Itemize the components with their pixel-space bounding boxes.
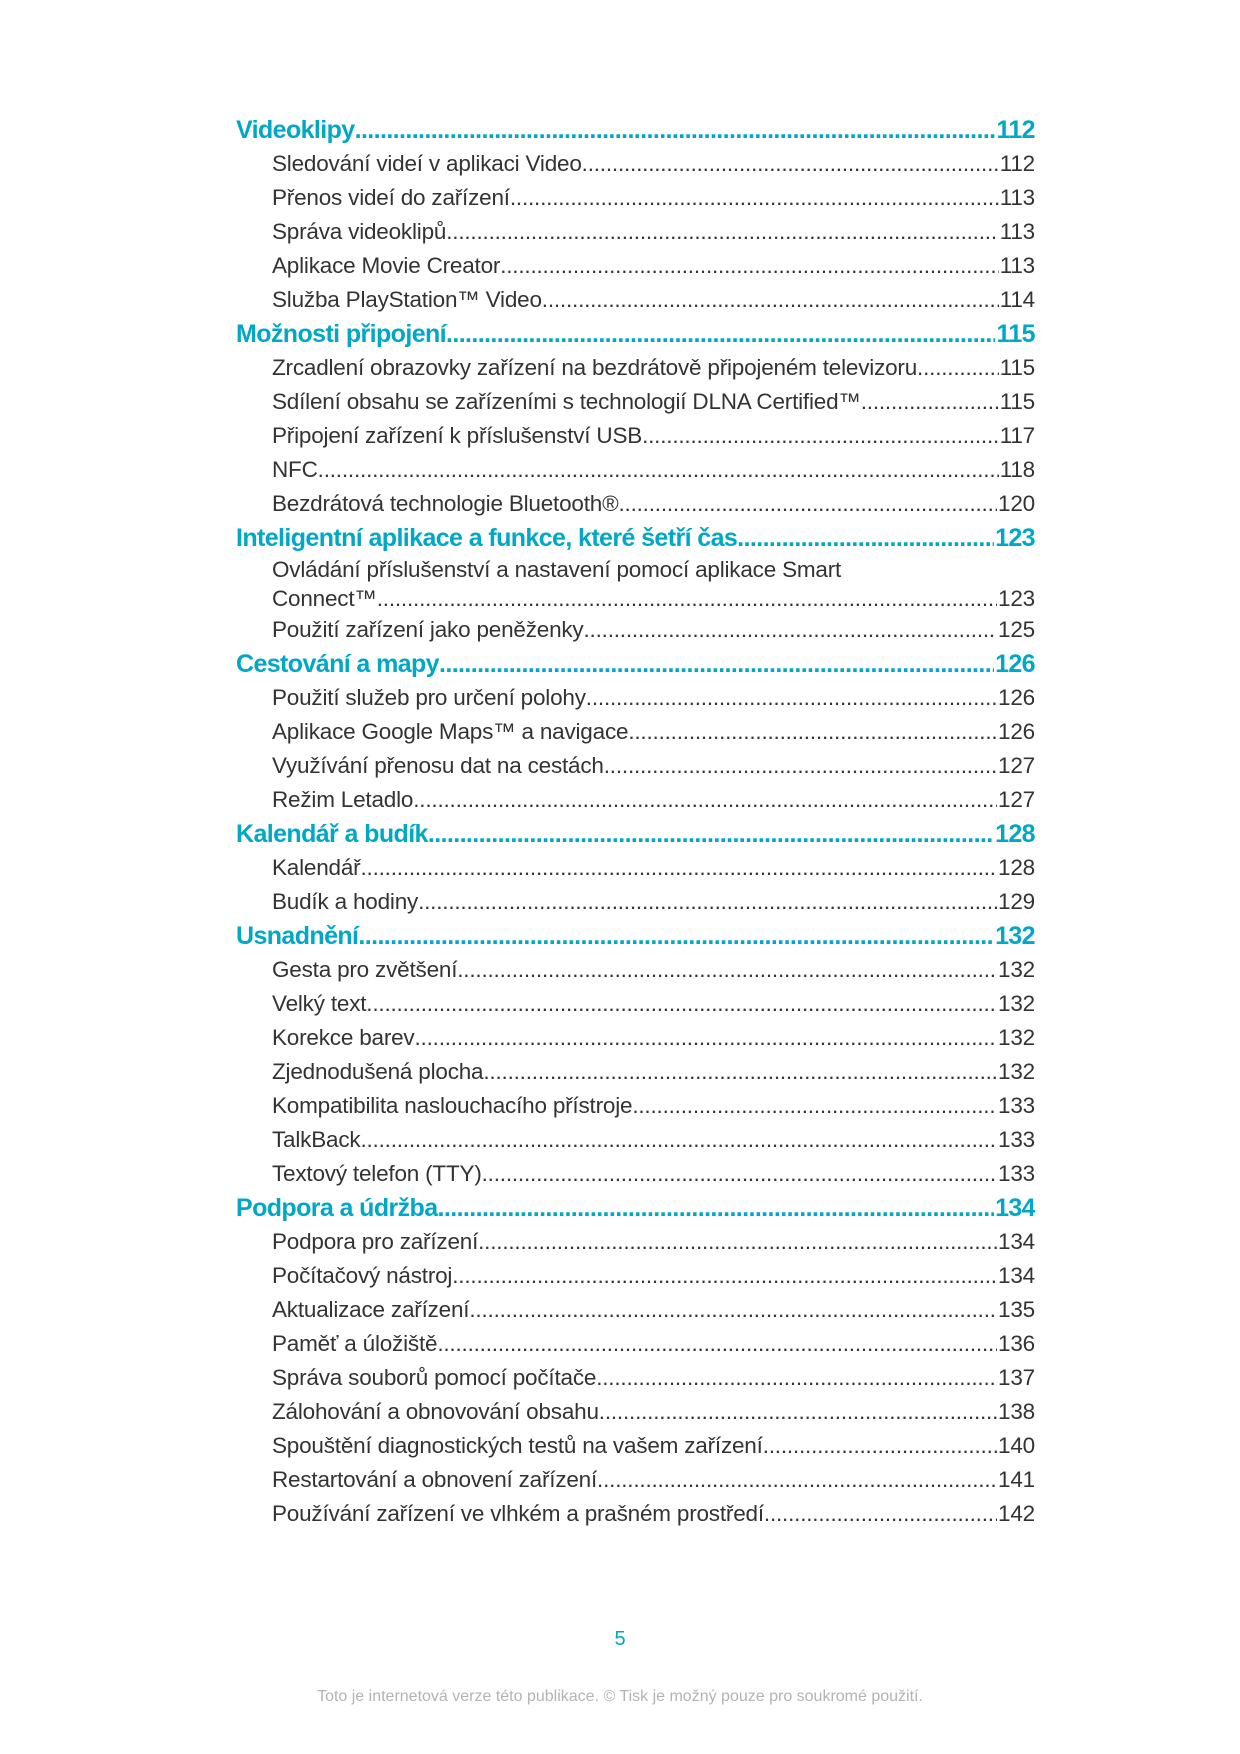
entry-label: Správa souborů pomocí počítače: [272, 1365, 597, 1390]
entry-page: 113: [999, 219, 1035, 244]
section-title: Cestování a mapy: [236, 650, 439, 678]
entry-label: Budík a hodiny: [272, 889, 419, 914]
dot-leader: [428, 817, 994, 851]
entry-label: Textový telefon (TTY): [272, 1161, 482, 1186]
entry-page: 132: [998, 1025, 1035, 1050]
toc-entry[interactable]: [236, 1497, 1035, 1531]
toc-section-inteligentni[interactable]: [236, 521, 1035, 555]
toc-entry[interactable]: [236, 283, 1035, 317]
toc-entry[interactable]: [236, 1327, 1035, 1361]
toc-entry[interactable]: [236, 147, 1035, 181]
entry-page: 126: [998, 685, 1035, 710]
toc-entry[interactable]: [236, 1429, 1035, 1463]
toc-entry[interactable]: [236, 681, 1035, 715]
entry-page: 140: [998, 1433, 1035, 1458]
entry-label: Počítačový nástroj: [272, 1263, 453, 1288]
entry-label: Připojení zařízení k příslušenství USB: [272, 423, 643, 448]
section-title: Videoklipy: [236, 116, 355, 144]
entry-label: Zrcadlení obrazovky zařízení na bezdrátově připojeném televizoru: [272, 355, 918, 380]
dot-leader: [482, 1157, 997, 1191]
toc-entry[interactable]: [236, 1293, 1035, 1327]
entry-label: Použití služeb pro určení polohy: [272, 685, 586, 710]
toc-section-cestovani[interactable]: [236, 647, 1035, 681]
entry-label: Režim Letadlo: [272, 787, 414, 812]
dot-leader: [377, 585, 997, 613]
entry-page: 115: [999, 355, 1035, 380]
entry-page: 113: [999, 253, 1035, 278]
section-page: 134: [995, 1194, 1035, 1222]
section-title: Usnadnění: [236, 922, 359, 950]
entry-page: 132: [998, 957, 1035, 982]
entry-page: 134: [998, 1263, 1035, 1288]
toc-section-usnadneni[interactable]: [236, 919, 1035, 953]
entry-label: Restartování a obnovení zařízení: [272, 1467, 598, 1492]
entry-label: Sdílení obsahu se zařízeními s technologií DLNA Certified™: [272, 389, 861, 414]
entry-page: 132: [998, 1059, 1035, 1084]
toc-entry[interactable]: [236, 1021, 1035, 1055]
entry-page: 120: [998, 491, 1035, 516]
entry-page: 126: [998, 719, 1035, 744]
entry-label-line2: Connect™: [272, 586, 377, 611]
entry-page: 137: [998, 1365, 1035, 1390]
toc-section-podpora[interactable]: [236, 1191, 1035, 1225]
entry-page: 142: [998, 1501, 1035, 1526]
section-page: 123: [995, 524, 1035, 552]
entry-page: 114: [999, 287, 1035, 312]
toc-entry[interactable]: [236, 1395, 1035, 1429]
entry-label: Gesta pro zvětšení: [272, 957, 458, 982]
toc-entry[interactable]: [236, 453, 1035, 487]
footer-notice: Toto je internetová verze této publikace. © Tisk je možný pouze pro soukromé použití.: [317, 1688, 923, 1705]
entry-label: Zjednodušená plocha: [272, 1059, 484, 1084]
toc-entry[interactable]: [236, 1089, 1035, 1123]
dot-leader: [917, 351, 999, 385]
toc-entry[interactable]: [236, 487, 1035, 521]
toc-entry[interactable]: [236, 249, 1035, 283]
entry-label: Podpora pro zařízení: [272, 1229, 479, 1254]
dot-leader: [360, 851, 997, 885]
entry-page: 129: [998, 889, 1035, 914]
toc-entry[interactable]: [236, 1259, 1035, 1293]
entry-label: Sledování videí v aplikaci Video: [272, 151, 582, 176]
toc-entry[interactable]: [236, 385, 1035, 419]
dot-leader: [318, 453, 999, 487]
dot-leader: [597, 1463, 997, 1497]
entry-label: Zálohování a obnovování obsahu: [272, 1399, 599, 1424]
toc-entry[interactable]: [236, 1123, 1035, 1157]
entry-label-line1: Ovládání příslušenství a nastavení pomocí aplikace Smart: [272, 557, 842, 582]
entry-page: 133: [998, 1161, 1035, 1186]
dot-leader: [604, 749, 997, 783]
dot-leader: [582, 147, 999, 181]
section-title: Možnosti připojení: [236, 320, 447, 348]
entry-page: 132: [998, 991, 1035, 1016]
dot-leader: [446, 215, 999, 249]
dot-leader: [861, 385, 999, 419]
entry-page: 112: [999, 151, 1035, 176]
dot-leader: [542, 283, 999, 317]
dot-leader: [360, 1123, 997, 1157]
entry-page: 135: [998, 1297, 1035, 1322]
entry-label: TalkBack: [272, 1127, 361, 1152]
toc-entry[interactable]: [236, 851, 1035, 885]
dot-leader: [469, 1293, 997, 1327]
section-title: Inteligentní aplikace a funkce, které šetří čas: [236, 524, 738, 552]
entry-page: 118: [999, 457, 1035, 482]
entry-label: Kalendář: [272, 855, 361, 880]
entry-label: Služba PlayStation™ Video: [272, 287, 542, 312]
toc-entry[interactable]: [236, 419, 1035, 453]
entry-label: Spouštění diagnostických testů na vašem zařízení: [272, 1433, 763, 1458]
entry-page: 136: [998, 1331, 1035, 1356]
dot-leader: [583, 613, 997, 647]
dot-leader: [438, 1191, 995, 1225]
entry-page: 115: [999, 389, 1035, 414]
dot-leader: [418, 885, 997, 919]
entry-page: 133: [998, 1127, 1035, 1152]
dot-leader: [483, 1055, 997, 1089]
dot-leader: [355, 113, 996, 147]
entry-page: 123: [998, 586, 1035, 611]
entry-label: Velký text: [272, 991, 367, 1016]
entry-label: Paměť a úložiště: [272, 1331, 438, 1356]
section-page: 132: [995, 922, 1035, 950]
entry-page: 117: [999, 423, 1035, 448]
entry-label: Bezdrátová technologie Bluetooth®: [272, 491, 619, 516]
entry-page: 113: [999, 185, 1035, 210]
toc-entry[interactable]: [236, 1157, 1035, 1191]
dot-leader: [596, 1361, 997, 1395]
entry-label: Aplikace Google Maps™ a navigace: [272, 719, 629, 744]
dot-leader: [457, 953, 997, 987]
toc-entry[interactable]: [236, 181, 1035, 215]
toc-entry[interactable]: [236, 215, 1035, 249]
toc-entry[interactable]: [236, 351, 1035, 385]
dot-leader: [764, 1497, 997, 1531]
entry-page: 125: [998, 617, 1035, 642]
entry-label: Přenos videí do zařízení: [272, 185, 510, 210]
toc-entry[interactable]: [236, 953, 1035, 987]
toc-entry[interactable]: [236, 613, 1035, 647]
dot-leader: [366, 987, 997, 1021]
entry-label: Správa videoklipů: [272, 219, 447, 244]
entry-label: Použití zařízení jako peněženky: [272, 617, 584, 642]
toc-entry[interactable]: [236, 749, 1035, 783]
toc-entry[interactable]: [236, 885, 1035, 919]
dot-leader: [358, 919, 994, 953]
toc-section-videoklipy[interactable]: [236, 113, 1035, 147]
toc-entry[interactable]: [236, 1225, 1035, 1259]
section-page: 112: [996, 116, 1035, 144]
entry-label: Aplikace Movie Creator: [272, 253, 501, 278]
dot-leader: [413, 783, 997, 817]
entry-label: Využívání přenosu dat na cestách: [272, 753, 604, 778]
dot-leader: [500, 249, 999, 283]
entry-page: 141: [998, 1467, 1035, 1492]
section-title: Kalendář a budík: [236, 820, 428, 848]
page-number: 5: [614, 1628, 626, 1650]
toc-entry[interactable]: [236, 1361, 1035, 1395]
dot-leader: [478, 1225, 997, 1259]
section-page: 126: [995, 650, 1035, 678]
toc-section-kalendar[interactable]: [236, 817, 1035, 851]
toc-entry-multiline[interactable]: [236, 555, 1035, 613]
toc-entry[interactable]: [236, 715, 1035, 749]
entry-page: 138: [998, 1399, 1035, 1424]
dot-leader: [510, 181, 999, 215]
dot-leader: [437, 1327, 997, 1361]
toc-entry[interactable]: [236, 1463, 1035, 1497]
entry-page: 127: [998, 787, 1035, 812]
entry-label: Kompatibilita naslouchacího přístroje: [272, 1093, 633, 1118]
toc-entry[interactable]: [236, 987, 1035, 1021]
toc-entry[interactable]: [236, 783, 1035, 817]
entry-label: Korekce barev: [272, 1025, 415, 1050]
dot-leader: [452, 1259, 997, 1293]
table-of-contents: [236, 113, 1035, 1531]
dot-leader: [446, 317, 995, 351]
toc-section-pripojeni[interactable]: [236, 317, 1035, 351]
dot-leader: [632, 1089, 997, 1123]
dot-leader: [439, 647, 994, 681]
entry-label: Aktualizace zařízení: [272, 1297, 470, 1322]
section-page: 128: [995, 820, 1035, 848]
entry-page: 127: [998, 753, 1035, 778]
section-page: 115: [996, 320, 1035, 348]
entry-page: 134: [998, 1229, 1035, 1254]
dot-leader: [618, 487, 997, 521]
dot-leader: [642, 419, 999, 453]
dot-leader: [628, 715, 997, 749]
dot-leader: [763, 1429, 997, 1463]
dot-leader: [737, 521, 994, 555]
dot-leader: [414, 1021, 997, 1055]
section-title: Podpora a údržba: [236, 1194, 438, 1222]
entry-label: Používání zařízení ve vlhkém a prašném prostředí: [272, 1501, 764, 1526]
toc-entry[interactable]: [236, 1055, 1035, 1089]
entry-label: NFC: [272, 457, 318, 482]
dot-leader: [586, 681, 997, 715]
entry-page: 133: [998, 1093, 1035, 1118]
dot-leader: [599, 1395, 997, 1429]
entry-page: 128: [998, 855, 1035, 880]
